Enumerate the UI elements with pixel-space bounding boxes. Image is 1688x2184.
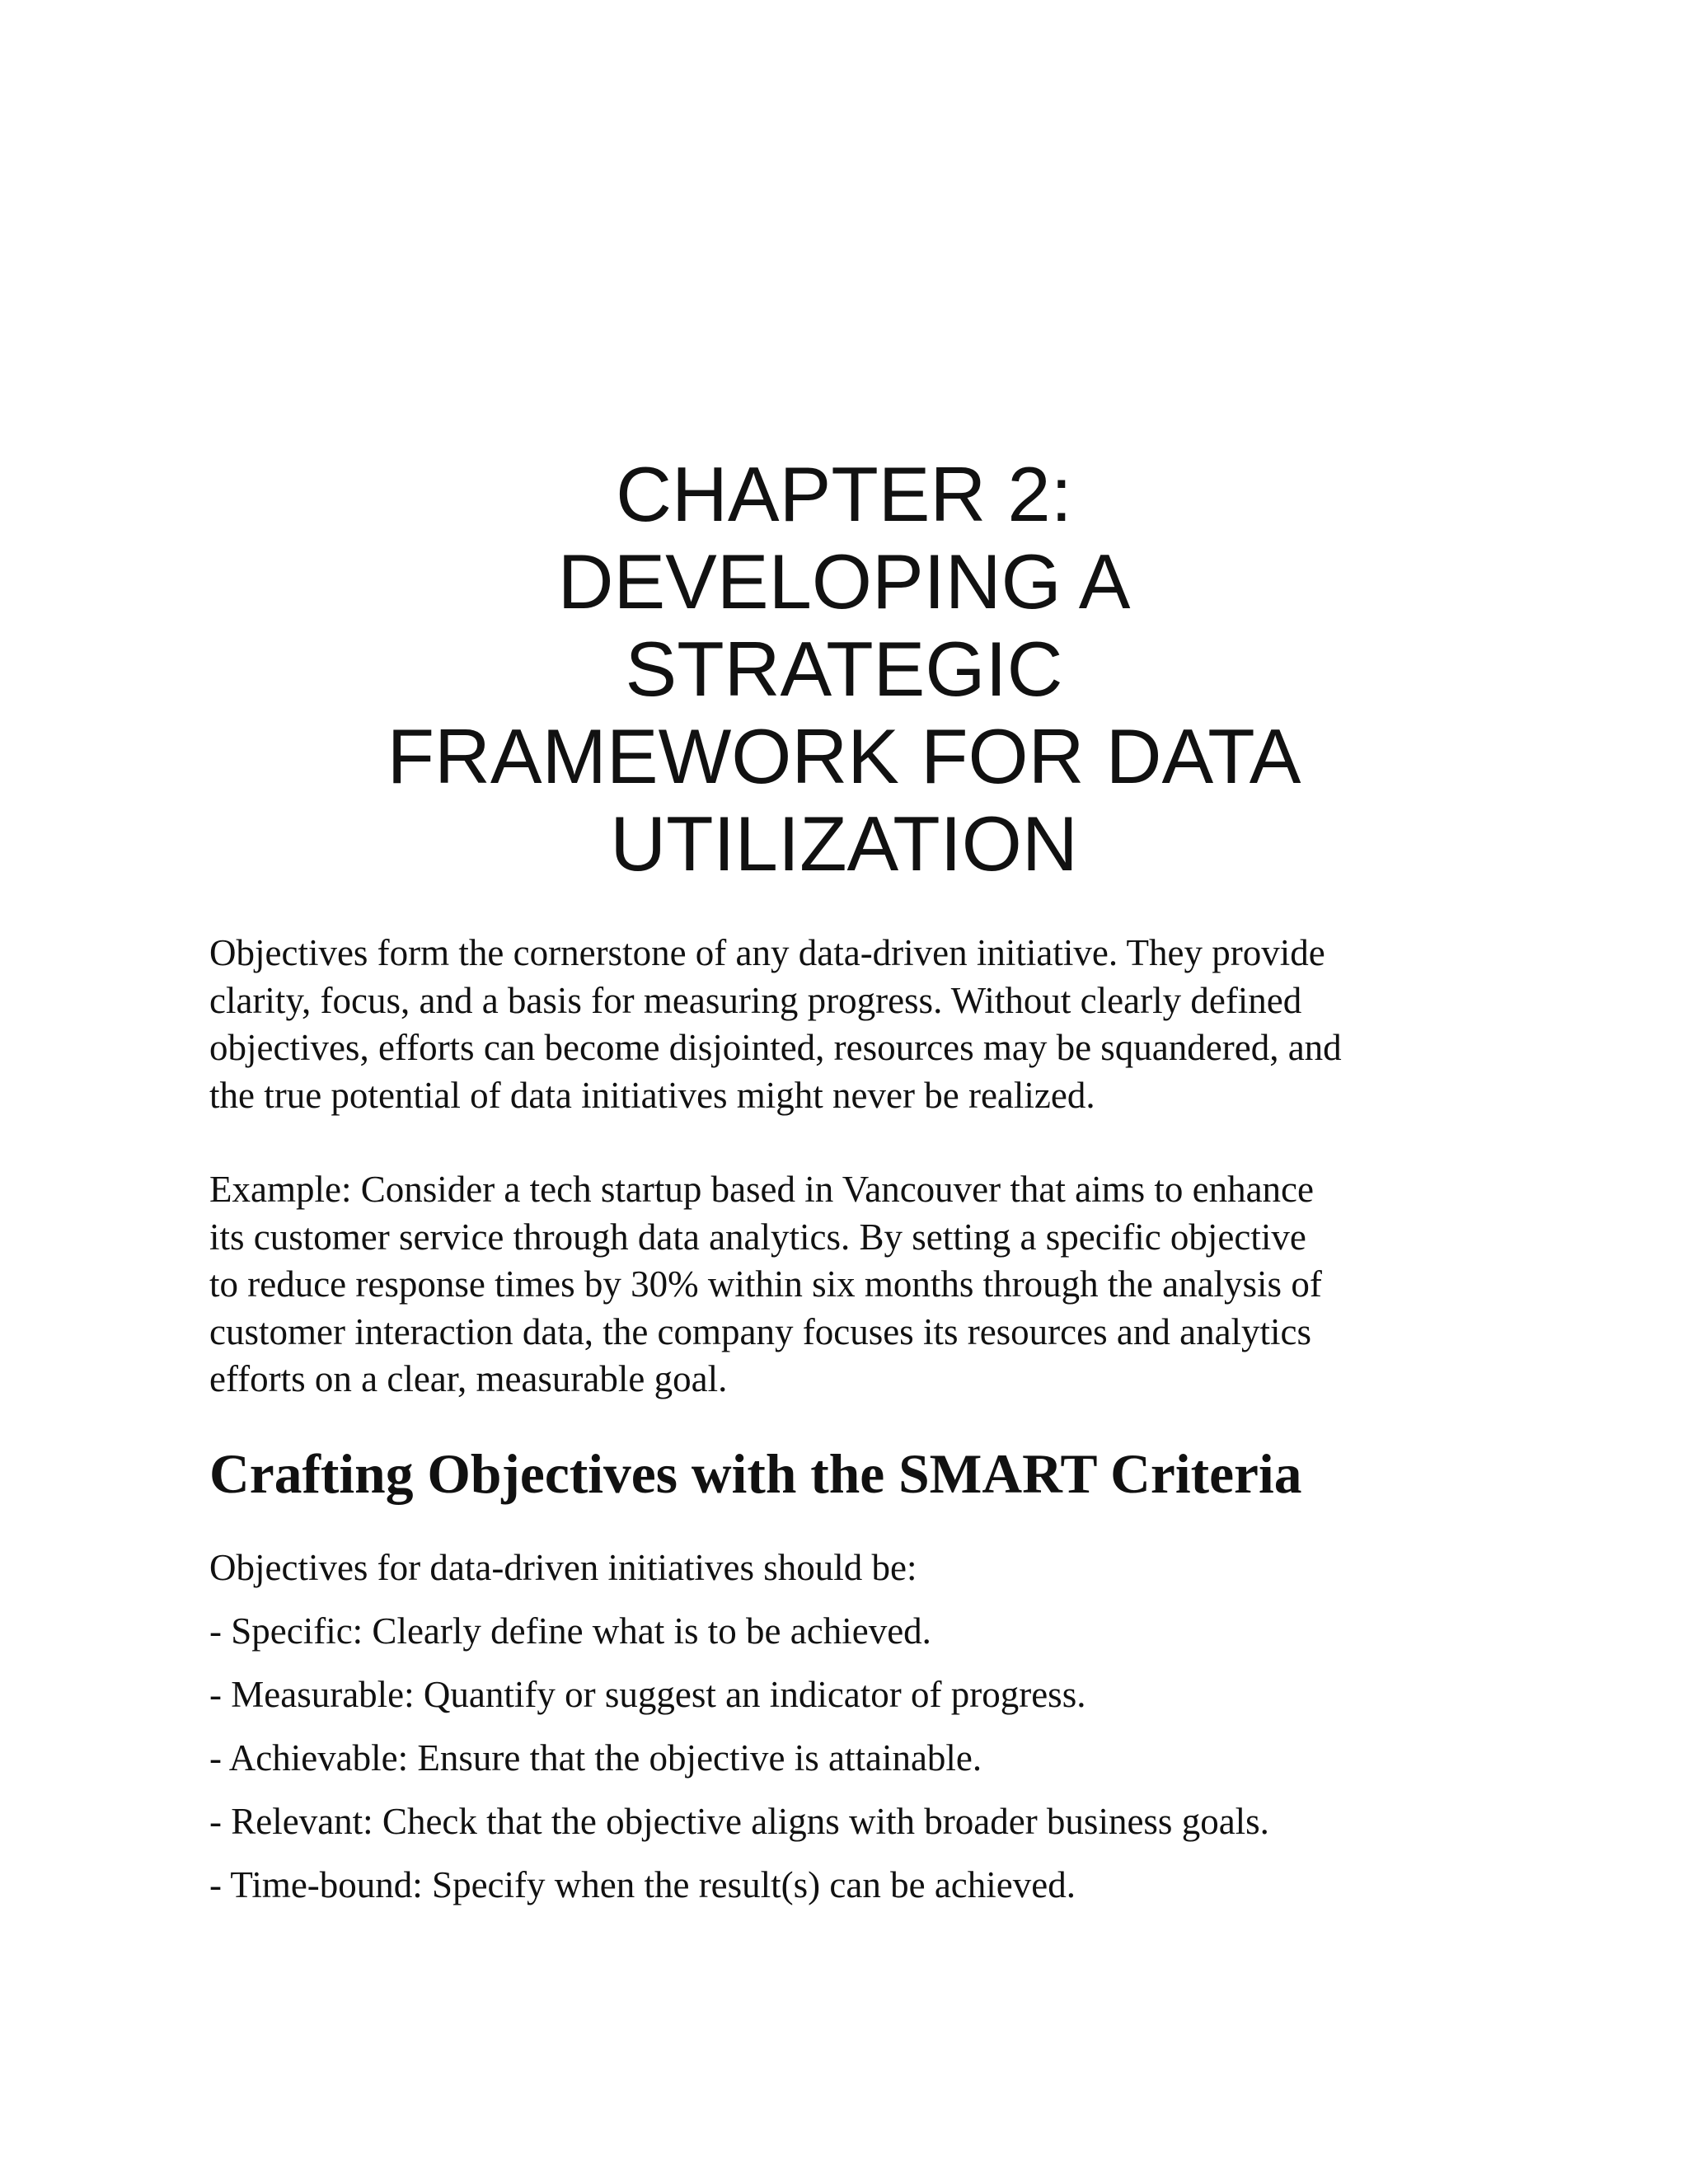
chapter-title-line: CHAPTER 2: — [616, 450, 1072, 537]
chapter-title-line: UTILIZATION — [610, 799, 1078, 887]
chapter-title — [0, 451, 1688, 888]
paragraph-line: customer interaction data, the company focuses its resources and analytics — [209, 1310, 1312, 1352]
paragraph-line: its customer service through data analytics. By setting a specific objective — [209, 1216, 1306, 1258]
paragraph-line: Example: Consider a tech startup based in Vancouver that aims to enhance — [209, 1169, 1315, 1210]
criteria-item-achievable: - Achievable: Ensure that the objective is attainable. — [209, 1736, 982, 1779]
criteria-item-specific: - Specific: Clearly define what is to be achieved. — [209, 1610, 931, 1652]
paragraph-line: the true potential of data initiatives might never be realized. — [209, 1074, 1095, 1116]
smart-criteria-list — [209, 1608, 1495, 1909]
example-paragraph — [209, 1166, 1495, 1404]
paragraph-line: Objectives form the cornerstone of any data-driven initiative. They provide — [209, 932, 1325, 973]
section-heading: Crafting Objectives with the SMART Criteria — [209, 1442, 1302, 1505]
chapter-title-line: FRAMEWORK FOR DATA — [387, 712, 1301, 799]
criteria-item-relevant: - Relevant: Check that the objective aligns with broader business goals. — [209, 1800, 1269, 1842]
body-text — [209, 930, 1495, 1925]
chapter-title-line: DEVELOPING A — [557, 537, 1131, 625]
intro-paragraph — [209, 930, 1495, 1119]
paragraph-line: objectives, efforts can become disjointed, resources may be squandered, and — [209, 1027, 1342, 1068]
criteria-item-measurable: - Measurable: Quantify or suggest an indicator of progress. — [209, 1673, 1086, 1715]
paragraph-line: clarity, focus, and a basis for measuring progress. Without clearly defined — [209, 979, 1302, 1021]
criteria-item-time-bound: - Time-bound: Specify when the result(s) can be achieved. — [209, 1863, 1076, 1905]
list-intro: Objectives for data-driven initiatives should be: — [209, 1546, 917, 1588]
paragraph-line: efforts on a clear, measurable goal. — [209, 1358, 728, 1399]
paragraph-line: to reduce response times by 30% within six months through the analysis of — [209, 1263, 1322, 1305]
chapter-title-line: STRATEGIC — [625, 625, 1063, 712]
